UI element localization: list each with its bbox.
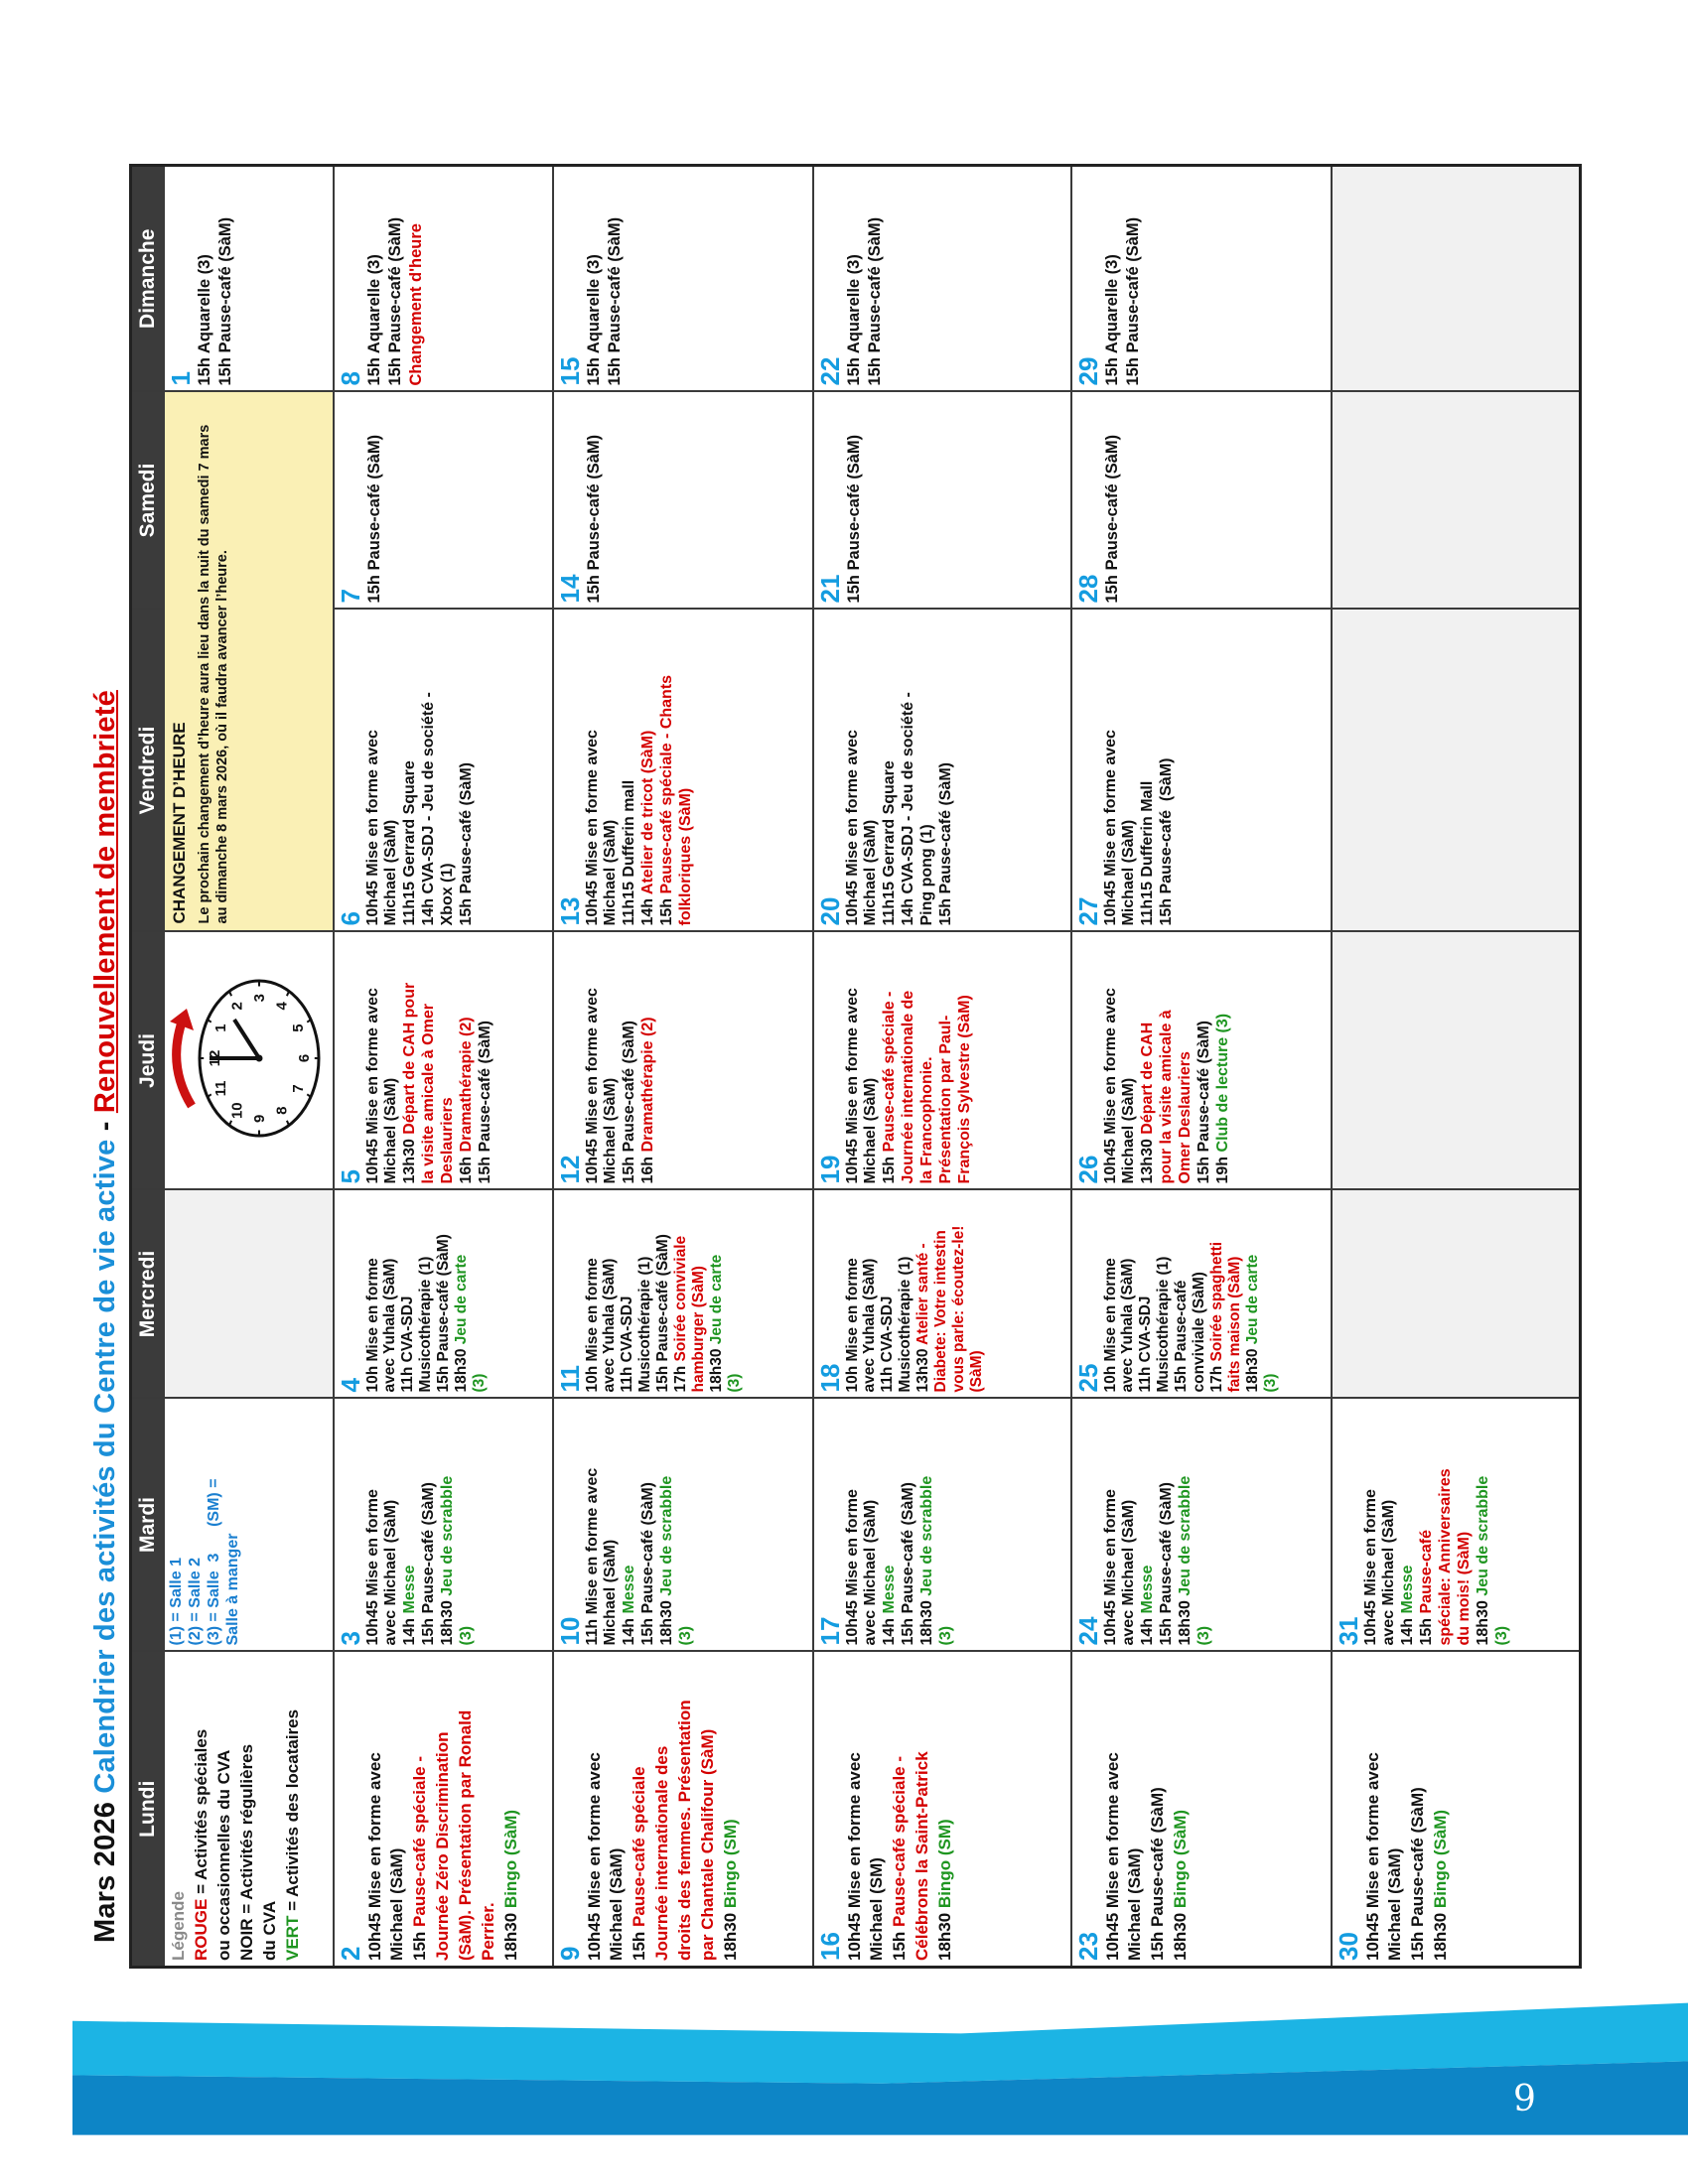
event-line: 14h Messe (401, 1565, 419, 1646)
event-line: droits des femmes. Présentation (675, 1700, 695, 1961)
calendar-cell (1071, 932, 1332, 1190)
event-line: la visite amicale à Omer (420, 1004, 438, 1184)
date-number: 12 (555, 1155, 585, 1184)
event-line: Salle à manger (223, 1533, 241, 1646)
svg-text:12: 12 (207, 1050, 223, 1067)
event-line: 19h Club de lecture (3) (1213, 1013, 1231, 1184)
event-line: Michael (SàM) (387, 1847, 407, 1961)
event-line: Michael (SàM) (602, 1077, 620, 1184)
event-line: Journée internationale des (652, 1745, 672, 1961)
event-line: 15h Pause-café (SàM) (435, 1234, 453, 1393)
event-line: (3) (1195, 1625, 1212, 1646)
event-line: 10h Mise en forme (843, 1258, 861, 1393)
event-line: 14h Messe (1139, 1565, 1157, 1646)
date-number: 24 (1073, 1616, 1103, 1646)
event-line: (3) (726, 1373, 744, 1393)
event-line: du CVA (259, 1900, 279, 1961)
event-line: 10h45 Mise en forme avec (1101, 988, 1119, 1184)
event-line: 18h30 Jeu de scrabble (1177, 1475, 1195, 1646)
calendar-cell (1071, 166, 1332, 392)
date-number: 13 (555, 896, 585, 926)
date-number: 5 (336, 1169, 365, 1184)
event-line: 13h30 Départ de CAH (1139, 1022, 1157, 1184)
event-line: Célébrons la Saint-Patrick (913, 1751, 932, 1961)
event-line: Perrier. (479, 1902, 498, 1961)
event-line: Musicothérapie (1) (897, 1256, 914, 1393)
event-line: 15h Pause-café (SàM) (1195, 1020, 1212, 1184)
event-line: 15h Pause-café (SàM) (936, 761, 954, 926)
event-line: 18h30 Jeu de scrabble (439, 1475, 457, 1646)
title-highlight: Renouvellement de membrieté (89, 690, 121, 1114)
svg-text:10: 10 (228, 1102, 246, 1120)
event-line: NOIR = Activités régulières (236, 1743, 256, 1961)
event-line: 15h Pause-café (1173, 1280, 1191, 1393)
calendar-cell (553, 1190, 813, 1399)
date-number: 23 (1073, 1932, 1103, 1961)
event-line: 18h30 Jeu de carte (453, 1254, 471, 1393)
svg-text:5: 5 (290, 1024, 307, 1033)
event-line: 15h Pause-café (SàM) (621, 1020, 638, 1184)
event-line: avec Yuhala (SàM) (861, 1258, 879, 1393)
calendar-cell (1332, 610, 1580, 932)
event-line: Ping pong (1) (918, 824, 936, 926)
event-line: la Francophonie. (918, 1056, 936, 1184)
calendar-cell (813, 166, 1071, 392)
event-line: 15h Pause-café spéciale - Chants (658, 674, 676, 926)
event-line: (2) = Salle 2 (186, 1558, 204, 1646)
calendar-cell (1071, 1190, 1332, 1399)
date-number: 14 (555, 574, 585, 604)
note-heading: CHANGEMENT D’HEURE (170, 722, 189, 924)
calendar-cell (553, 932, 813, 1190)
event-line: 15h Pause-café spéciale - (410, 1755, 430, 1961)
event-line: 15h Pause-café (SàM) (457, 761, 475, 926)
svg-text:2: 2 (228, 1002, 246, 1011)
event-line: 18h30 Jeu de scrabble (918, 1475, 936, 1646)
event-line: avec Michael (SàM) (1380, 1499, 1398, 1646)
week-row (1071, 166, 1332, 1968)
date-number: 3 (336, 1631, 365, 1646)
event-line: 15h Pause-café (SàM) (1123, 216, 1142, 386)
event-line: Musicothérapie (1) (636, 1256, 654, 1393)
calendar-cell (813, 1399, 1071, 1652)
event-line: Michael (SàM) (862, 1077, 880, 1184)
calendar-cell (813, 392, 1071, 610)
calendar-cell (164, 166, 334, 392)
calendar-cell (813, 610, 1071, 932)
calendar-cell (1332, 166, 1580, 392)
calendar-cell (813, 932, 1071, 1190)
date-number: 18 (815, 1363, 845, 1393)
calendar-table (129, 164, 1582, 1969)
event-line: 13h30 Départ de CAH pour (401, 982, 419, 1184)
event-line: folkloriques (SàM) (676, 787, 694, 926)
event-line: 15h Pause-café (SàM) (385, 216, 404, 386)
calendar-cell (164, 1652, 334, 1968)
event-line: avec Michael (SàM) (382, 1499, 400, 1646)
date-number: 6 (336, 911, 365, 926)
event-line: 15h Pause-café (1418, 1529, 1436, 1646)
event-line: 15h Pause-café (SàM) (215, 216, 234, 386)
event-line: 15h Pause-café (SàM) (476, 1020, 493, 1184)
date-number: 10 (555, 1616, 585, 1646)
clock-icon (168, 938, 330, 1184)
event-line: pour la visite amicale à (1158, 1010, 1176, 1184)
date-number: 29 (1073, 356, 1103, 386)
event-line: (1) = Salle 1 (168, 1558, 185, 1646)
event-line: 18h30 Jeu de carte (708, 1254, 726, 1393)
event-line: hamburger (SàM) (690, 1266, 708, 1393)
event-line: Michael (SàM) (607, 1847, 627, 1961)
event-line: 18h30 Bingo (SM) (935, 1819, 955, 1961)
event-line: avec Yuhala (SàM) (601, 1258, 619, 1393)
event-line: Michael (SàM) (862, 819, 880, 926)
event-line: (3) (936, 1625, 954, 1646)
event-line: 14h Messe (621, 1565, 638, 1646)
time-change-note (164, 392, 334, 932)
event-line: 16h Dramathérapie (2) (457, 1017, 475, 1184)
calendar-cell (1332, 1399, 1580, 1652)
event-line: Michael (SM) (867, 1857, 887, 1961)
event-line: 15h Pause-café (SàM) (584, 434, 603, 604)
date-number: 26 (1073, 1155, 1103, 1184)
calendar-cell (1332, 392, 1580, 610)
event-line: du mois! (SàM) (1455, 1531, 1473, 1646)
day-header-lundi: Lundi (131, 1652, 165, 1968)
event-line: 15h Pause-café (SàM) (900, 1481, 917, 1646)
event-line: 11h15 Gerrard Square (401, 760, 419, 926)
event-line: 11h CVA-SDJ (879, 1296, 897, 1393)
event-line: avec Michael (SàM) (1120, 1499, 1138, 1646)
event-line: 15h Pause-café spéciale - (881, 991, 899, 1184)
event-line: 15h Pause-café (SàM) (420, 1481, 438, 1646)
day-header-samedi: Samedi (131, 392, 165, 610)
date-number: 31 (1334, 1616, 1363, 1646)
event-line: conviviale (SàM) (1191, 1272, 1208, 1393)
calendar-cell (1332, 1190, 1580, 1399)
calendar-cell (813, 1190, 1071, 1399)
event-line: (3) (1262, 1373, 1280, 1393)
date-number: 9 (555, 1946, 585, 1961)
date-number: 17 (815, 1616, 845, 1646)
event-line: avec Michael (SàM) (862, 1499, 880, 1646)
date-number: 7 (336, 589, 365, 604)
event-line: 15h Aquarelle (3) (584, 254, 603, 386)
calendar-cell (553, 1399, 813, 1652)
calendar-cell (553, 610, 813, 932)
event-line: 15h Pause-café (SàM) (1158, 1481, 1176, 1646)
date-number: 30 (1334, 1932, 1363, 1961)
calendar-cell (1071, 610, 1332, 932)
event-line: 10h45 Mise en forme avec (1101, 730, 1119, 926)
event-line: 10h45 Mise en forme avec (363, 988, 381, 1184)
event-line: par Chantale Chalifour (SàM) (698, 1728, 718, 1961)
date-number: 27 (1073, 896, 1103, 926)
day-header-jeudi: Jeudi (131, 932, 165, 1190)
week-row (334, 166, 553, 1968)
calendar-cell (553, 1652, 813, 1968)
event-line: 14h Messe (1399, 1565, 1417, 1646)
event-line: 11h15 Gerrard Square (881, 760, 899, 926)
event-line: 15h Pause-café (SàM) (1408, 1787, 1428, 1961)
day-header-row (131, 166, 165, 1968)
event-line: Michael (SàM) (382, 819, 400, 926)
event-line: Michael (SàM) (602, 819, 620, 926)
event-line: 17h Soirée spaghetti (1208, 1241, 1226, 1393)
date-number: 11 (555, 1365, 585, 1393)
event-line: 15h Pause-café spéciale (630, 1766, 649, 1961)
svg-text:3: 3 (251, 994, 268, 1003)
dst-arrow-icon (177, 1018, 192, 1107)
event-line: (3) (676, 1625, 694, 1646)
event-line: 18h30 Jeu de scrabble (658, 1475, 676, 1646)
event-line: 14h CVA-SDJ - Jeu de société - (420, 692, 438, 926)
event-line: 11h CVA-SDJ (399, 1296, 417, 1393)
date-number: 16 (815, 1932, 845, 1961)
date-number: 8 (336, 371, 365, 386)
calendar-cell (1071, 392, 1332, 610)
event-line: 14h Atelier de tricot (SàM) (639, 730, 657, 926)
page-title: Mars 2026 Calendrier des activités du Centre de vie active - Renouvellement de membrieté (89, 690, 121, 1943)
date-number: 21 (815, 574, 845, 604)
footer-wave (72, 1997, 1688, 2136)
event-line: VERT = Activités des locataires (282, 1708, 302, 1961)
event-line: faits maison (SàM) (1226, 1256, 1244, 1393)
event-line: François Sylvestre (SàM) (955, 995, 973, 1184)
note-body: Le prochain changement d’heure aura lieu dans la nuit du samedi 7 mars au dimanche 8 mars 2026, où il faudra avancer l’heure. (197, 424, 231, 924)
event-line: 10h45 Mise en forme avec (584, 1752, 604, 1961)
event-line: 10h Mise en forme (583, 1258, 601, 1393)
event-line: 18h30 Bingo (SàM) (1171, 1809, 1191, 1961)
date-number: 25 (1073, 1363, 1103, 1393)
event-line: 10h Mise en forme (1101, 1258, 1119, 1393)
date-number: 28 (1073, 574, 1103, 604)
calendar-cell (1332, 932, 1580, 1190)
svg-text:1: 1 (212, 1024, 229, 1033)
date-number: 2 (336, 1946, 365, 1961)
calendar-cell (334, 166, 553, 392)
event-line: Michael (SàM) (1120, 1077, 1138, 1184)
rotated-calendar (89, 167, 1570, 1969)
calendar-cell (1071, 1652, 1332, 1968)
event-line: (3) = Salle 3 (SM) = (205, 1478, 222, 1646)
date-number: 4 (336, 1378, 365, 1393)
event-line: (3) (457, 1625, 475, 1646)
svg-text:8: 8 (273, 1107, 291, 1116)
event-line: Michael (SàM) (1120, 819, 1138, 926)
event-line: 16h Dramathérapie (2) (639, 1017, 657, 1184)
event-line: Musicothérapie (1) (417, 1256, 435, 1393)
event-line: avec Yuhala (SàM) (1119, 1258, 1137, 1393)
calendar-cell (334, 392, 553, 610)
week-row (164, 166, 334, 1968)
event-line: 15h Pause-café (SàM) (605, 216, 624, 386)
week-row (1332, 166, 1580, 1968)
event-line: 10h45 Mise en forme avec (363, 730, 381, 926)
event-line: 11h15 Dufferin Mall (1139, 780, 1157, 926)
date-number: 20 (815, 896, 845, 926)
event-line: Michael (SàM) (1385, 1847, 1405, 1961)
event-line: spéciale: Anniversaires (1437, 1468, 1455, 1646)
week-row (553, 166, 813, 1968)
event-line: Musicothérapie (1) (1155, 1256, 1173, 1393)
calendar-cell (334, 610, 553, 932)
title-month: Mars 2026 (89, 1801, 121, 1943)
calendar-cell (1071, 1399, 1332, 1652)
week-row (813, 166, 1071, 1968)
svg-text:6: 6 (296, 1054, 313, 1063)
event-line: (SàM) (968, 1350, 986, 1393)
event-line: Michael (SàM) (382, 1077, 400, 1184)
event-line: Journée Zéro Discrimination (433, 1731, 453, 1961)
title-main: Calendrier des activités du Centre de vie active (89, 1139, 121, 1802)
date-number: 22 (815, 356, 845, 386)
event-line: 11h Mise en forme avec (583, 1467, 601, 1646)
event-line: 10h45 Mise en forme avec (364, 1752, 384, 1961)
svg-text:11: 11 (212, 1080, 229, 1097)
event-line: 10h Mise en forme (363, 1258, 381, 1393)
event-line: 15h Pause-café (SàM) (1158, 757, 1176, 926)
day-header-vendredi: Vendredi (131, 610, 165, 932)
day-header-mercredi: Mercredi (131, 1190, 165, 1399)
event-line: Deslauriers (439, 1097, 457, 1184)
calendar-cell (553, 166, 813, 392)
event-line: 10h45 Mise en forme avec (843, 730, 861, 926)
event-line: Légende (169, 1891, 188, 1961)
event-line: 10h45 Mise en forme avec (843, 988, 861, 1184)
event-line: avec Yuhala (SàM) (381, 1258, 399, 1393)
event-line: Omer Deslauriers (1177, 1051, 1195, 1184)
event-line: Xbox (1) (439, 863, 457, 926)
event-line: Michael (SàM) (602, 1539, 620, 1646)
event-line: Présentation par Paul- (936, 1015, 954, 1184)
calendar-cell (553, 392, 813, 610)
date-number: 15 (555, 356, 585, 386)
event-line: 15h Aquarelle (3) (1102, 254, 1121, 386)
calendar-cell (813, 1652, 1071, 1968)
svg-text:9: 9 (251, 1115, 268, 1124)
event-line: 15h Pause-café (SàM) (1102, 434, 1121, 604)
event-line: 15h Aquarelle (3) (364, 254, 383, 386)
event-line: 10h45 Mise en forme avec (583, 988, 601, 1184)
event-line: 18h30 Bingo (SàM) (1431, 1809, 1451, 1961)
calendar-cell (334, 932, 553, 1190)
event-line: Michael (SàM) (1125, 1847, 1145, 1961)
event-line: 15h Pause-café (SàM) (844, 434, 863, 604)
day-header-mardi: Mardi (131, 1399, 165, 1652)
event-line: 10h45 Mise en forme avec (583, 730, 601, 926)
event-line: 15h Pause-café (SàM) (654, 1234, 672, 1393)
event-line: 11h CVA-SDJ (619, 1296, 636, 1393)
event-line: 10h45 Mise en forme (843, 1489, 861, 1646)
event-line: 15h Pause-café (SàM) (1148, 1787, 1168, 1961)
event-line: 14h Messe (881, 1565, 899, 1646)
event-line: 10h45 Mise en forme (363, 1489, 381, 1646)
event-line: 13h30 Atelier santé - (914, 1243, 932, 1393)
event-line: 15h Pause-café (SàM) (865, 216, 884, 386)
date-number: 19 (815, 1155, 845, 1184)
event-line: vous parle: écoutez-le! (950, 1225, 968, 1393)
clock-cell (164, 932, 334, 1190)
calendar-cell (164, 1190, 334, 1399)
event-line: 10h45 Mise en forme avec (844, 1752, 864, 1961)
page-number: 9 (1513, 2079, 1536, 2119)
event-line: (3) (1492, 1625, 1510, 1646)
event-line: 10h45 Mise en forme (1361, 1489, 1379, 1646)
event-line: 15h Aquarelle (3) (195, 254, 213, 386)
event-line: 10h45 Mise en forme avec (1362, 1752, 1382, 1961)
event-line: 18h30 Bingo (SàM) (501, 1809, 521, 1961)
event-line: 18h30 Bingo (SM) (721, 1819, 741, 1961)
event-line: 10h45 Mise en forme avec (1102, 1752, 1122, 1961)
event-line: ROUGE = Activités spéciales (191, 1728, 211, 1961)
event-line: Diabete: Votre intestin (932, 1230, 950, 1393)
calendar-cell (334, 1190, 553, 1399)
event-line: 18h30 Jeu de scrabble (1474, 1475, 1491, 1646)
event-line: (SàM). Présentation par Ronald (456, 1709, 476, 1961)
event-line: (3) (471, 1373, 489, 1393)
svg-text:7: 7 (290, 1084, 307, 1094)
calendar-cell (1332, 1652, 1580, 1968)
event-line: Journée internationale de (900, 990, 917, 1184)
event-line: Changement d'heure (407, 223, 426, 386)
event-line: ou occasionnelles du CVA (213, 1749, 233, 1961)
event-line: 17h Soirée conviviale (672, 1235, 690, 1393)
event-line: 18h30 Jeu de carte (1244, 1254, 1262, 1393)
event-line: 15h Pause-café (SàM) (639, 1481, 657, 1646)
svg-text:4: 4 (273, 1002, 291, 1011)
event-line: 10h45 Mise en forme (1101, 1489, 1119, 1646)
day-header-dimanche: Dimanche (131, 166, 165, 392)
event-line: 11h15 Dufferin mall (621, 779, 638, 926)
event-line: 11h CVA-SDJ (1137, 1296, 1155, 1393)
calendar-cell (334, 1652, 553, 1968)
event-line: 15h Pause-café spéciale - (890, 1755, 910, 1961)
calendar-cell (164, 1399, 334, 1652)
calendar-cell (334, 1399, 553, 1652)
event-line: 14h CVA-SDJ - Jeu de société - (900, 692, 917, 926)
event-line: 15h Pause-café (SàM) (364, 434, 383, 604)
date-number: 1 (166, 371, 196, 386)
event-line: 15h Aquarelle (3) (844, 254, 863, 386)
